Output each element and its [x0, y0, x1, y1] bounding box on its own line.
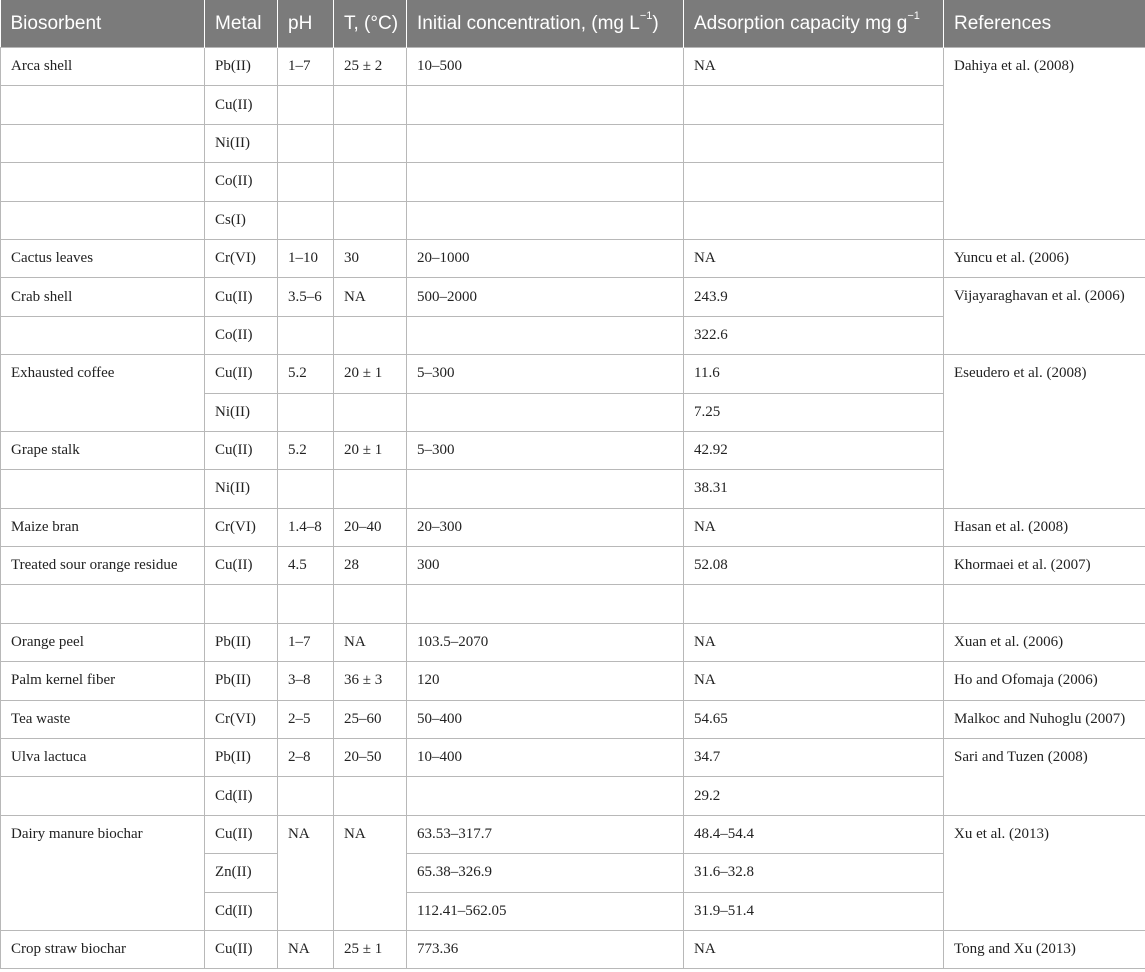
header-biosorbent: Biosorbent [1, 0, 205, 48]
cell-initial-concentration [407, 585, 684, 623]
cell-ph: 1–7 [278, 623, 334, 661]
cell-biosorbent: Crab shell [1, 278, 205, 316]
cell-adsorption-capacity: NA [684, 662, 944, 700]
cell-temperature: 20 ± 1 [334, 355, 407, 393]
cell-ph [278, 86, 334, 124]
cell-ph: 4.5 [278, 547, 334, 585]
cell-temperature: 20–50 [334, 739, 407, 777]
cell-ph [278, 470, 334, 508]
cell-metal: Pb(II) [205, 48, 278, 86]
cell-initial-concentration: 5–300 [407, 355, 684, 393]
cell-initial-concentration: 63.53–317.7 [407, 815, 684, 853]
cell-initial-concentration: 300 [407, 547, 684, 585]
cell-initial-concentration [407, 201, 684, 239]
cell-metal: Co(II) [205, 316, 278, 354]
cell-metal: Cu(II) [205, 815, 278, 853]
cell-ph [278, 163, 334, 201]
table-row [1, 508, 1145, 546]
cell-adsorption-capacity: 42.92 [684, 431, 944, 469]
cell-metal: Cr(VI) [205, 239, 278, 277]
cell-adsorption-capacity: 322.6 [684, 316, 944, 354]
cell-biosorbent [1, 777, 205, 815]
header-adsorption-capacity: Adsorption capacity mg $g^{-1}$ [684, 0, 944, 48]
cell-reference: Vijayaraghavan et al. (2006) [944, 278, 1145, 355]
cell-ph: 2–5 [278, 700, 334, 738]
cell-ph: NA [278, 930, 334, 968]
table-row [1, 278, 1145, 316]
cell-initial-concentration: 65.38–326.9 [407, 854, 684, 892]
cell-temperature: 36 ± 3 [334, 662, 407, 700]
cell-temperature: NA [334, 623, 407, 661]
cell-initial-concentration: 10–500 [407, 48, 684, 86]
cell-adsorption-capacity [684, 86, 944, 124]
cell-temperature [334, 316, 407, 354]
cell-metal: Cu(II) [205, 355, 278, 393]
cell-biosorbent [1, 124, 205, 162]
cell-initial-concentration [407, 86, 684, 124]
cell-reference: Hasan et al. (2008) [944, 508, 1145, 546]
cell-metal: Zn(II) [205, 854, 278, 892]
cell-adsorption-capacity [684, 163, 944, 201]
cell-temperature: NA [334, 815, 407, 930]
cell-reference: Xuan et al. (2006) [944, 623, 1145, 661]
cell-initial-concentration [407, 163, 684, 201]
cell-reference: Dahiya et al. (2008) [944, 48, 1145, 240]
table-row [1, 930, 1145, 968]
cell-adsorption-capacity [684, 201, 944, 239]
header-row [1, 0, 1145, 48]
cell-ph: 1–7 [278, 48, 334, 86]
cell-reference: Malkoc and Nuhoglu (2007) [944, 700, 1145, 738]
cell-ph [278, 124, 334, 162]
header-ph: pH [278, 0, 334, 48]
cell-adsorption-capacity: NA [684, 508, 944, 546]
cell-temperature: 30 [334, 239, 407, 277]
cell-ph [278, 201, 334, 239]
cell-ph: NA [278, 815, 334, 930]
table-row [1, 662, 1145, 700]
cell-temperature [334, 86, 407, 124]
cell-adsorption-capacity: 52.08 [684, 547, 944, 585]
cell-metal: Cu(II) [205, 547, 278, 585]
table-row [1, 623, 1145, 661]
cell-reference: Ho and Ofomaja (2006) [944, 662, 1145, 700]
cell-ph [278, 777, 334, 815]
cell-ph [278, 393, 334, 431]
cell-metal: Cu(II) [205, 86, 278, 124]
cell-biosorbent: Cactus leaves [1, 239, 205, 277]
cell-initial-concentration: 112.41–562.05 [407, 892, 684, 930]
cell-temperature: 20–40 [334, 508, 407, 546]
cell-ph [278, 585, 334, 623]
cell-temperature [334, 777, 407, 815]
cell-biosorbent [1, 316, 205, 354]
table-row [1, 585, 1145, 623]
cell-temperature [334, 201, 407, 239]
cell-metal: Cs(I) [205, 201, 278, 239]
cell-metal: Ni(II) [205, 124, 278, 162]
cell-metal: Cu(II) [205, 431, 278, 469]
cell-metal: Pb(II) [205, 623, 278, 661]
cell-temperature: NA [334, 278, 407, 316]
cell-metal: Pb(II) [205, 662, 278, 700]
cell-adsorption-capacity: NA [684, 239, 944, 277]
cell-reference: Tong and Xu (2013) [944, 930, 1145, 968]
cell-metal: Cd(II) [205, 892, 278, 930]
cell-initial-concentration: 500–2000 [407, 278, 684, 316]
cell-temperature: 25 ± 2 [334, 48, 407, 86]
cell-biosorbent: Grape stalk [1, 431, 205, 469]
cell-initial-concentration: 50–400 [407, 700, 684, 738]
cell-temperature: 28 [334, 547, 407, 585]
cell-adsorption-capacity: NA [684, 623, 944, 661]
cell-initial-concentration: 120 [407, 662, 684, 700]
cell-reference: Sari and Tuzen (2008) [944, 739, 1145, 816]
cell-adsorption-capacity: NA [684, 48, 944, 86]
cell-initial-concentration [407, 470, 684, 508]
cell-ph: 3–8 [278, 662, 334, 700]
cell-reference: Khormaei et al. (2007) [944, 547, 1145, 585]
cell-ph: 1–10 [278, 239, 334, 277]
cell-biosorbent: Tea waste [1, 700, 205, 738]
table-row [1, 815, 1145, 853]
cell-biosorbent [1, 585, 205, 623]
header-metal: Metal [205, 0, 278, 48]
cell-metal: Cu(II) [205, 930, 278, 968]
cell-metal: Ni(II) [205, 470, 278, 508]
cell-temperature [334, 163, 407, 201]
cell-biosorbent [1, 201, 205, 239]
cell-initial-concentration: 20–1000 [407, 239, 684, 277]
cell-metal: Pb(II) [205, 739, 278, 777]
header-initial-concentration: Initial concentration, (mg $L^{-1}$) [407, 0, 684, 48]
cell-adsorption-capacity [684, 585, 944, 623]
cell-temperature: 25–60 [334, 700, 407, 738]
cell-metal: Co(II) [205, 163, 278, 201]
cell-ph: 5.2 [278, 355, 334, 393]
cell-ph [278, 316, 334, 354]
cell-ph: 3.5–6 [278, 278, 334, 316]
cell-reference: Xu et al. (2013) [944, 815, 1145, 930]
cell-biosorbent: Arca shell [1, 48, 205, 86]
cell-adsorption-capacity: 31.6–32.8 [684, 854, 944, 892]
table-row [1, 239, 1145, 277]
cell-metal: Cr(VI) [205, 700, 278, 738]
cell-adsorption-capacity: 34.7 [684, 739, 944, 777]
cell-initial-concentration [407, 393, 684, 431]
cell-biosorbent [1, 470, 205, 508]
cell-ph: 1.4–8 [278, 508, 334, 546]
cell-ph: 2–8 [278, 739, 334, 777]
cell-initial-concentration [407, 124, 684, 162]
cell-temperature [334, 585, 407, 623]
cell-metal: Cu(II) [205, 278, 278, 316]
cell-adsorption-capacity: 243.9 [684, 278, 944, 316]
header-references: References [944, 0, 1145, 48]
cell-adsorption-capacity: 29.2 [684, 777, 944, 815]
cell-adsorption-capacity: 31.9–51.4 [684, 892, 944, 930]
cell-biosorbent: Crop straw biochar [1, 930, 205, 968]
cell-temperature [334, 393, 407, 431]
cell-temperature [334, 470, 407, 508]
cell-initial-concentration: 5–300 [407, 431, 684, 469]
cell-metal: Cr(VI) [205, 508, 278, 546]
cell-adsorption-capacity: 7.25 [684, 393, 944, 431]
cell-biosorbent [1, 163, 205, 201]
table-row [1, 547, 1145, 585]
cell-adsorption-capacity [684, 124, 944, 162]
cell-temperature: 20 ± 1 [334, 431, 407, 469]
cell-initial-concentration: 10–400 [407, 739, 684, 777]
cell-reference: Yuncu et al. (2006) [944, 239, 1145, 277]
table-row [1, 700, 1145, 738]
cell-biosorbent: Maize bran [1, 508, 205, 546]
cell-reference [944, 585, 1145, 623]
cell-adsorption-capacity: NA [684, 930, 944, 968]
header-temperature: T, (°C) [334, 0, 407, 48]
cell-biosorbent: Ulva lactuca [1, 739, 205, 777]
cell-metal: Ni(II) [205, 393, 278, 431]
cell-biosorbent: Palm kernel fiber [1, 662, 205, 700]
cell-initial-concentration [407, 777, 684, 815]
table-row [1, 739, 1145, 777]
cell-adsorption-capacity: 11.6 [684, 355, 944, 393]
cell-adsorption-capacity: 38.31 [684, 470, 944, 508]
cell-metal: Cd(II) [205, 777, 278, 815]
cell-biosorbent: Exhausted coffee [1, 355, 205, 432]
cell-metal [205, 585, 278, 623]
cell-initial-concentration [407, 316, 684, 354]
cell-ph: 5.2 [278, 431, 334, 469]
cell-initial-concentration: 20–300 [407, 508, 684, 546]
cell-adsorption-capacity: 48.4–54.4 [684, 815, 944, 853]
cell-adsorption-capacity: 54.65 [684, 700, 944, 738]
cell-temperature: 25 ± 1 [334, 930, 407, 968]
cell-biosorbent: Treated sour orange residue [1, 547, 205, 585]
cell-biosorbent: Dairy manure biochar [1, 815, 205, 930]
cell-initial-concentration: 773.36 [407, 930, 684, 968]
table-row [1, 355, 1145, 393]
table-row [1, 48, 1145, 86]
cell-biosorbent [1, 86, 205, 124]
cell-biosorbent: Orange peel [1, 623, 205, 661]
cell-reference: Eseudero et al. (2008) [944, 355, 1145, 509]
cell-temperature [334, 124, 407, 162]
cell-initial-concentration: 103.5–2070 [407, 623, 684, 661]
